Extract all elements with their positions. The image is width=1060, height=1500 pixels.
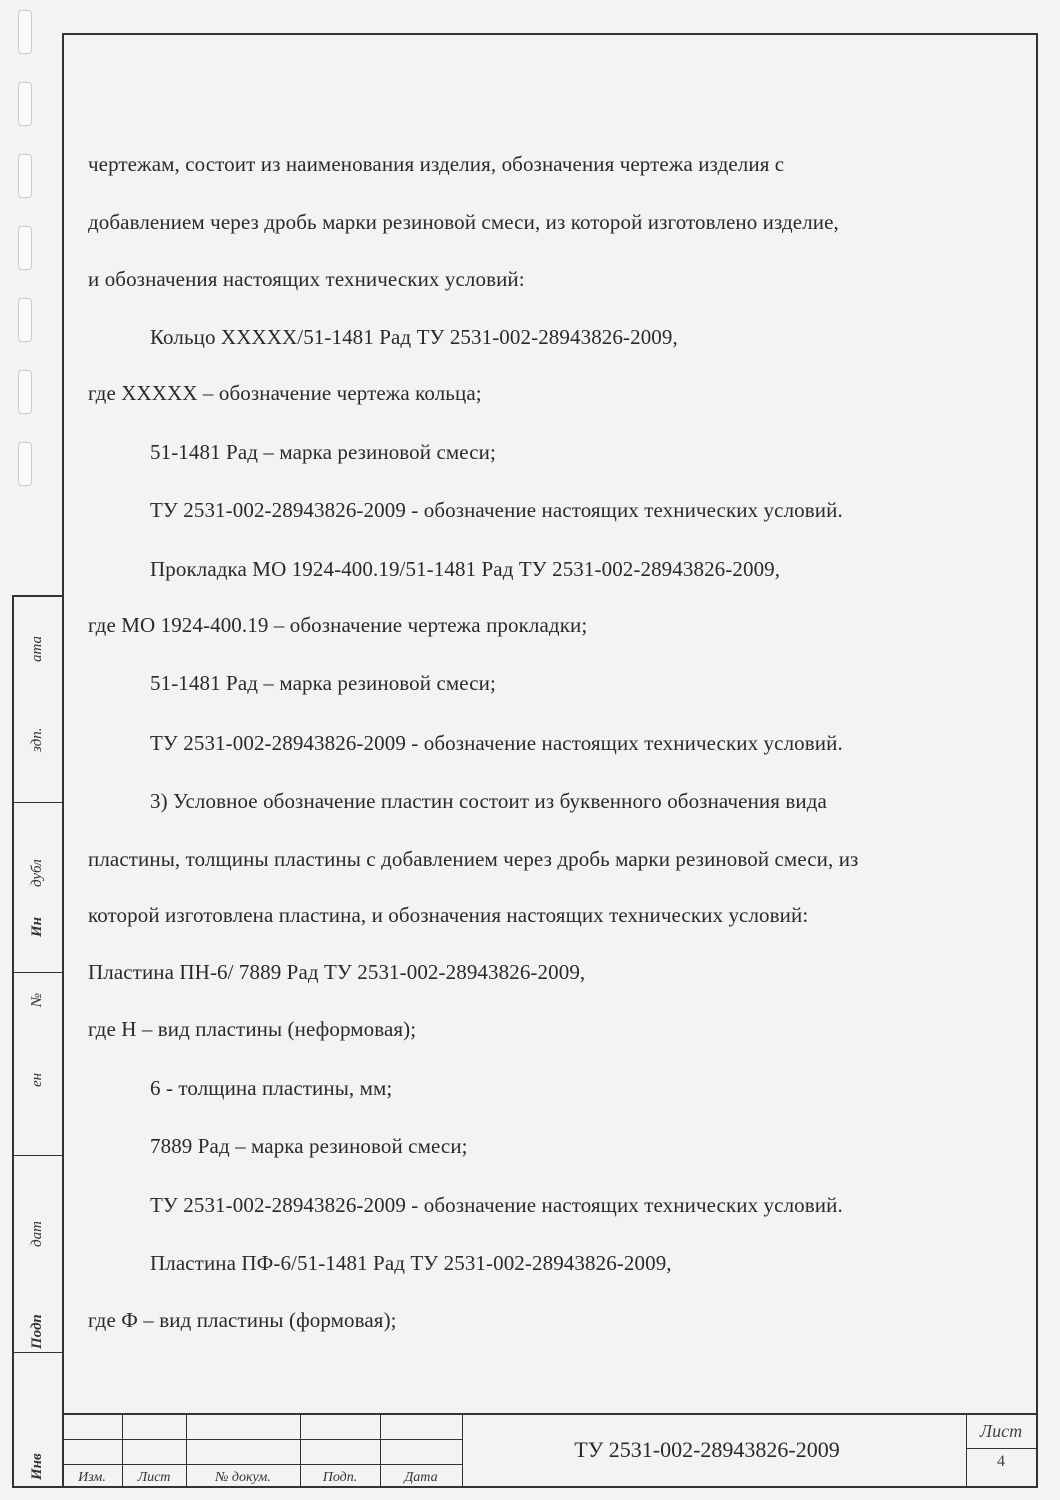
column-date-label: Дата [404, 1470, 438, 1485]
body-line: Кольцо XXXXX/51-1481 Рад ТУ 2531-002-28943826-2009, [150, 325, 678, 349]
body-line: и обозначения настоящих технических условий: [88, 267, 525, 291]
body-line: чертежам, состоит из наименования изделия, обозначения чертежа изделия с [88, 152, 785, 176]
body-line: ТУ 2531-002-28943826-2009 - обозначение настоящих технических условий. [150, 1193, 843, 1217]
column-podp-label: Подп. [322, 1470, 358, 1485]
body-line: 6 - толщина пластины, мм; [150, 1076, 393, 1100]
side-row-divider [14, 802, 62, 803]
body-line: Прокладка МО 1924-400.19/51-1481 Рад ТУ 2531-002-28943826-2009, [150, 557, 781, 581]
binding-hole [18, 370, 32, 414]
side-label-podp: Подп [29, 1314, 45, 1349]
body-line: пластины, толщины пластины с добавлением через дробь марки резиновой смеси, из [88, 847, 859, 871]
body-line: ТУ 2531-002-28943826-2009 - обозначение настоящих технических условий. [150, 731, 843, 755]
side-label-dubl: дубл [29, 859, 45, 887]
body-line: Пластина ПН-6/ 7889 Рад ТУ 2531-002-28943826-2009, [88, 960, 586, 984]
body-line: 51-1481 Рад – марка резиновой смеси; [150, 671, 496, 695]
side-row-divider [14, 1352, 62, 1353]
side-label-vzd: здп. [29, 727, 45, 752]
body-line: где Н – вид пластины (неформовая); [88, 1017, 417, 1041]
side-row-divider [14, 972, 62, 973]
binding-hole [18, 226, 32, 270]
sheet-number: 4 [997, 1453, 1005, 1470]
title-block [62, 1413, 1038, 1488]
binding-holes [18, 10, 32, 514]
title-block-row [966, 1448, 1038, 1449]
side-label-ven: ен [29, 1072, 45, 1087]
body-line: 3) Условное обозначение пластин состоит из буквенного обозначения вида [150, 789, 827, 813]
side-signature-table [12, 595, 62, 1488]
document-code: ТУ 2531-002-28943826-2009 [574, 1437, 840, 1462]
body-line: где Ф – вид пластины (формовая); [88, 1308, 397, 1332]
body-line: где XXXXX – обозначение чертежа кольца; [88, 381, 482, 405]
side-label-data: ата [29, 635, 45, 662]
body-line: Пластина ПФ-6/51-1481 Рад ТУ 2531-002-28943826-2009, [150, 1251, 672, 1275]
binding-hole [18, 442, 32, 486]
side-label-date: дат [29, 1221, 45, 1247]
binding-hole [18, 298, 32, 342]
side-label-inv: Инв [29, 1453, 45, 1480]
body-line: которой изготовлена пластина, и обозначения настоящих технических условий: [88, 903, 809, 927]
sheet-caption: Лист [979, 1421, 1023, 1441]
column-izm-label: Изм. [78, 1470, 106, 1485]
body-line: добавлением через дробь марки резиновой смеси, из которой изготовлено изделие, [88, 210, 839, 234]
body-line: 51-1481 Рад – марка резиновой смеси; [150, 440, 496, 464]
binding-hole [18, 82, 32, 126]
side-label-in: Ин [29, 917, 45, 937]
side-row-divider [14, 1155, 62, 1156]
column-list-label: Лист [137, 1470, 171, 1485]
body-line: ТУ 2531-002-28943826-2009 - обозначение настоящих технических условий. [150, 498, 843, 522]
body-line: где МО 1924-400.19 – обозначение чертежа прокладки; [88, 613, 588, 637]
column-doc-label: № докум. [215, 1470, 271, 1485]
side-label-no: № [29, 992, 45, 1007]
binding-hole [18, 154, 32, 198]
body-line: 7889 Рад – марка резиновой смеси; [150, 1134, 468, 1158]
title-block-row [62, 1464, 462, 1465]
binding-hole [18, 10, 32, 54]
title-block-row [62, 1439, 462, 1440]
